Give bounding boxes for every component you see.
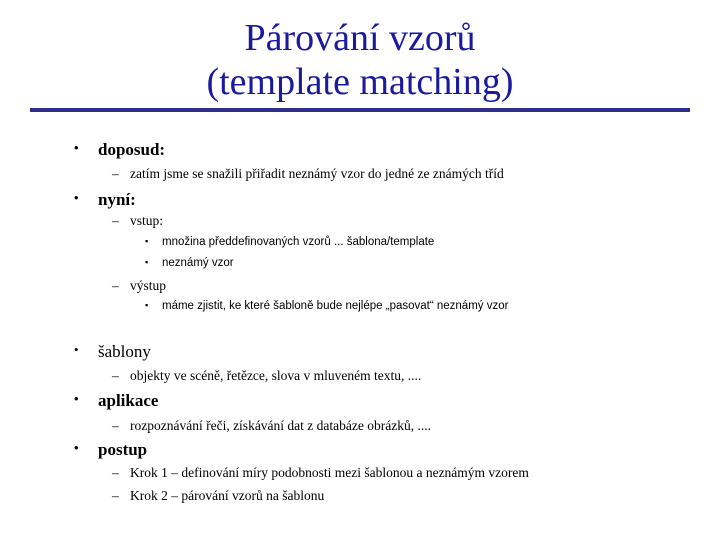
dash-icon: – <box>112 213 119 228</box>
bullet-item-postup <box>74 440 148 460</box>
bullet-label: doposud: <box>98 140 166 159</box>
sub-item-vystup <box>112 278 167 294</box>
sub-item-text: zatím jsme se snažili přiřadit neznámý vzor do jedné ze známých tříd <box>130 166 504 181</box>
dash-icon: – <box>112 488 119 503</box>
title-divider <box>30 108 690 112</box>
sub-sub-item-text: máme zjistit, ke které šabloně bude nejlépe „pasovat“ neznámý vzor <box>162 300 509 312</box>
sub-sub-item-text: neznámý vzor <box>162 257 234 269</box>
square-bullet-icon: ▪ <box>145 236 149 246</box>
dash-icon: – <box>112 465 119 480</box>
dash-icon: – <box>112 418 119 433</box>
bullet-icon: • <box>74 190 79 205</box>
bullet-item-doposud <box>74 140 166 160</box>
sub-item-text: Krok 1 – definování míry podobnosti mezi šablonou a neznámým vzorem <box>130 465 529 480</box>
dash-icon: – <box>112 166 119 181</box>
bullet-icon: • <box>74 342 79 357</box>
bullet-icon: • <box>74 440 79 455</box>
sub-item <box>112 488 325 504</box>
bullet-item-aplikace <box>74 391 159 411</box>
sub-item <box>112 418 431 434</box>
sub-item-text: objekty ve scéně, řetězce, slova v mluveném textu, .... <box>130 368 422 383</box>
square-bullet-icon: ▪ <box>145 257 149 267</box>
sub-item <box>112 166 504 182</box>
bullet-item-sablony <box>74 342 151 362</box>
title-line-1: Párování vzorů <box>244 17 476 59</box>
slide-title <box>0 16 720 104</box>
bullet-label: aplikace <box>98 391 159 410</box>
bullet-label: nyní: <box>98 190 136 209</box>
square-bullet-icon: ▪ <box>145 300 149 310</box>
bullet-icon: • <box>74 140 79 155</box>
sub-sub-item <box>145 300 509 312</box>
sub-item-text: výstup <box>130 278 167 293</box>
bullet-label: šablony <box>98 342 151 361</box>
sub-sub-item-text: množina předdefinovaných vzorů ... šablona/template <box>162 236 435 248</box>
dash-icon: – <box>112 368 119 383</box>
sub-item <box>112 465 529 481</box>
sub-sub-item <box>145 236 435 248</box>
dash-icon: – <box>112 278 119 293</box>
sub-item-text: Krok 2 – párování vzorů na šablonu <box>130 488 325 503</box>
sub-item-text: vstup: <box>130 213 164 228</box>
sub-item-vstup <box>112 213 164 229</box>
bullet-icon: • <box>74 391 79 406</box>
sub-sub-item <box>145 257 234 269</box>
bullet-item-nyni <box>74 190 136 210</box>
title-line-2: (template matching) <box>206 61 514 103</box>
sub-item <box>112 368 422 384</box>
bullet-label: postup <box>98 440 148 459</box>
sub-item-text: rozpoznávání řeči, získávání dat z databáze obrázků, .... <box>130 418 431 433</box>
